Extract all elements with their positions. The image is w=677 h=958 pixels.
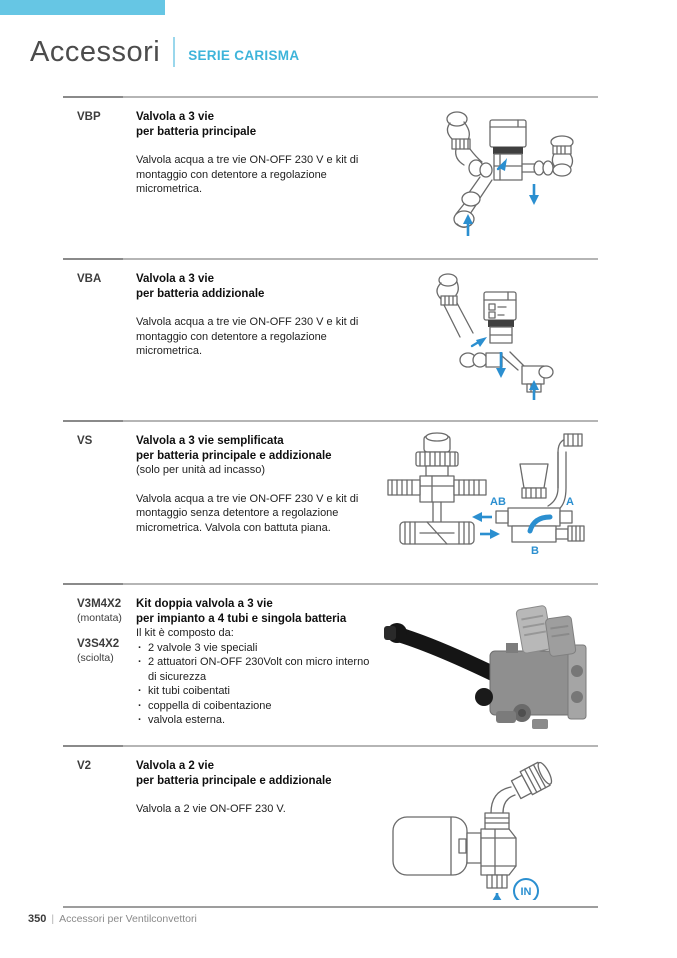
kit-component: · kit tubi coibentati (136, 684, 372, 699)
product-title-line: per impianto a 4 tubi e singola batteria (136, 612, 347, 625)
product-section-vbp (63, 96, 598, 258)
flow-arrow-in (492, 893, 502, 900)
footer-separator: | (51, 913, 55, 925)
product-code: V3M4X2 (77, 598, 122, 610)
product-code-note: (sciolta) (77, 652, 114, 664)
in-port-label: IN (520, 886, 532, 898)
product-title-line: Valvola a 3 vie (136, 111, 215, 123)
product-title (136, 759, 372, 788)
two-way-valve-illustration (385, 755, 585, 900)
three-way-valve-assembly-illustration (372, 268, 598, 404)
header-divider (173, 37, 175, 67)
kit-component: · valvola esterna. (136, 713, 372, 728)
footer-text: Accessori per Ventilconvettori (59, 913, 197, 925)
product-section-vba (63, 258, 598, 420)
series-label: SERIE CARISMA (188, 48, 300, 63)
page-title: Accessori (30, 36, 161, 68)
product-section-vs (63, 420, 598, 583)
product-section-v3m4x2 (63, 583, 598, 745)
product-title-line: Kit doppia valvola a 3 vie (136, 598, 273, 610)
product-code: V2 (77, 760, 92, 772)
product-subtitle: (solo per unità ad incasso) (136, 464, 266, 476)
kit-component: · coppella di coibentazione (136, 699, 372, 714)
footer-divider (63, 906, 598, 908)
product-title-line: per batteria principale e addizionale (136, 449, 332, 462)
top-accent-bar (0, 0, 165, 15)
product-title (136, 597, 372, 626)
product-title-line: Valvola a 3 vie semplificata (136, 435, 284, 447)
product-section-v2 (63, 745, 598, 906)
three-way-valve-assembly-illustration (372, 106, 598, 242)
double-valve-kit-photo-illustration (372, 593, 598, 736)
port-label-b: B (531, 545, 539, 557)
product-title-line: Valvola a 3 vie (136, 273, 215, 285)
product-description: Valvola a 2 vie ON-OFF 230 V. (136, 803, 286, 815)
product-code: VBA (77, 273, 102, 285)
product-title (136, 434, 372, 463)
product-title-line: per batteria addizionale (136, 287, 265, 300)
product-title (136, 272, 372, 301)
kit-component: · 2 attuatori ON-OFF 230Volt con micro interno di sicurezza (136, 655, 372, 684)
product-description: Valvola acqua a tre vie ON-OFF 230 V e kit di montaggio con detentore a regolazione micrometrica. (136, 154, 359, 195)
product-code: V3S4X2 (77, 638, 120, 650)
product-description: Valvola acqua a tre vie ON-OFF 230 V e kit di montaggio con detentore a regolazione micrometrica. (136, 316, 359, 357)
page-footer (28, 913, 197, 925)
in-label (514, 879, 538, 900)
product-title-line: per batteria principale e addizionale (136, 774, 332, 787)
product-code: VBP (77, 111, 101, 123)
kit-components-list (136, 641, 372, 728)
product-title (136, 110, 372, 139)
product-title-line: Valvola a 2 vie (136, 760, 215, 772)
product-code: VS (77, 435, 93, 447)
product-description: Valvola acqua a tre vie ON-OFF 230 V e kit di montaggio senza detentore a regolazione micrometrica. Valvola con battuta piana. (136, 492, 359, 534)
kit-component: · 2 valvole 3 vie speciali (136, 641, 372, 656)
product-list (63, 96, 598, 906)
product-title-line: per batteria principale (136, 125, 257, 138)
simplified-valve-and-flow-diagram-illustration (372, 430, 598, 578)
page-number: 350 (28, 913, 47, 925)
port-label-a: A (566, 496, 574, 508)
product-code-note: (montata) (77, 612, 122, 624)
port-label-ab: AB (490, 496, 506, 508)
kit-intro: Il kit è composto da: (136, 627, 234, 639)
page-header (30, 36, 299, 68)
